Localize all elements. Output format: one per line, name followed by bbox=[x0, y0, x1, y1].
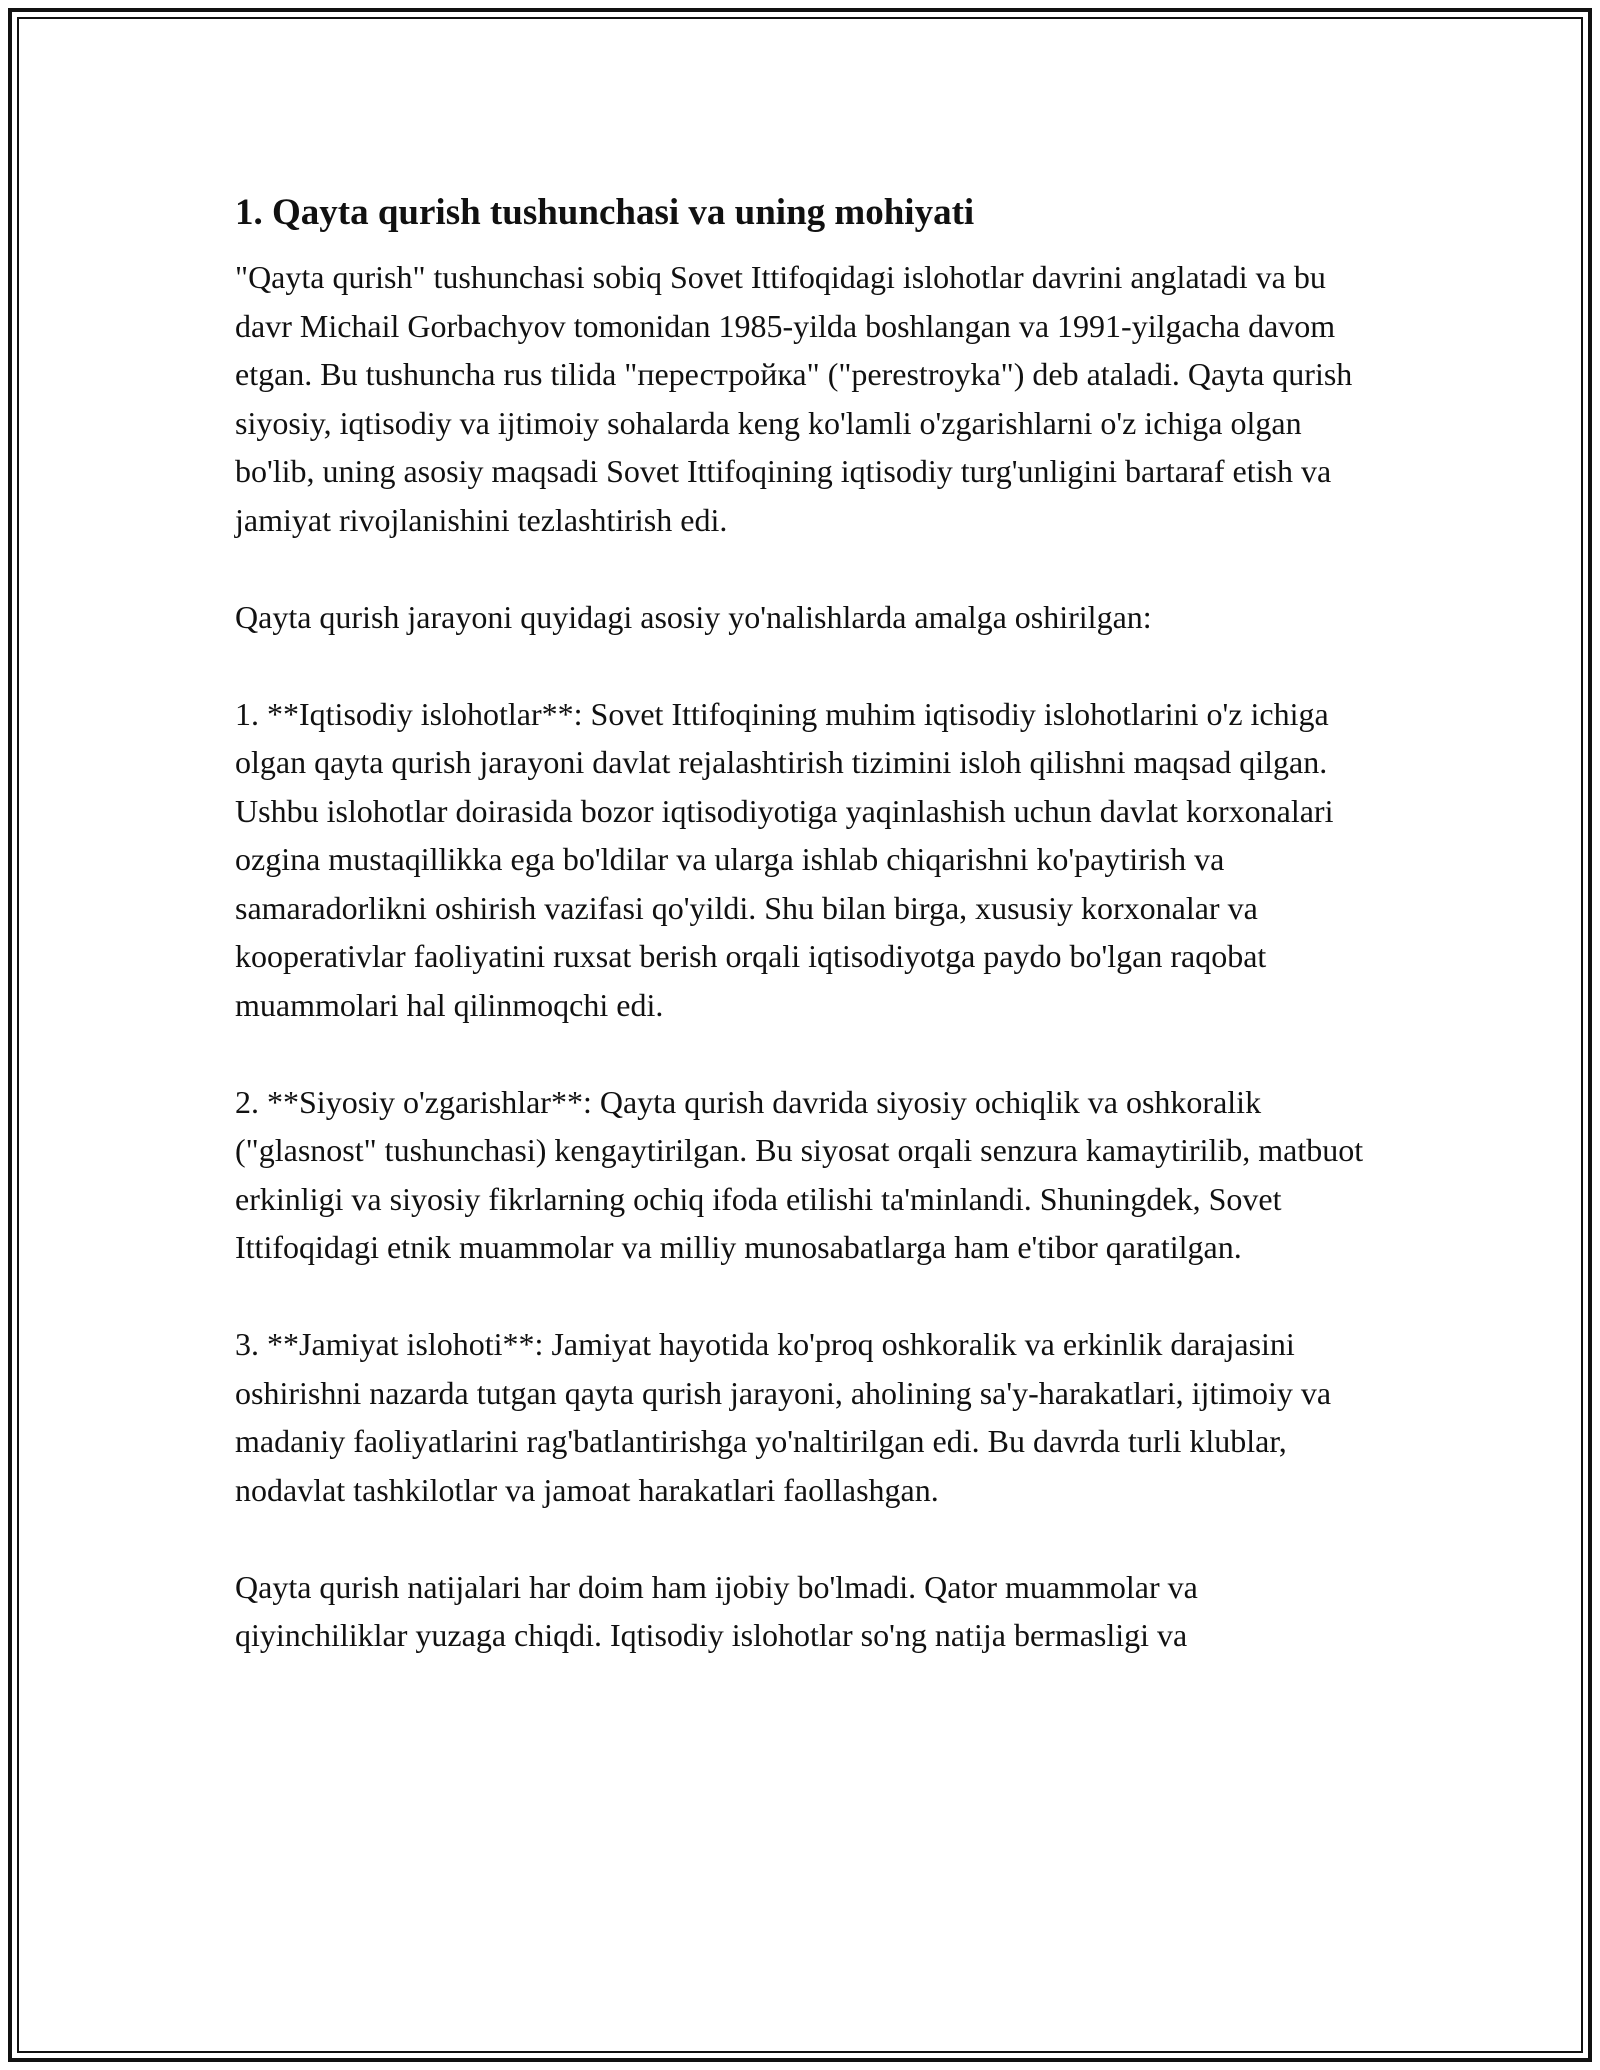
document-heading: 1. Qayta qurish tushunchasi va uning mohiyati bbox=[235, 192, 975, 233]
paragraph-economic-reforms: 1. **Iqtisodiy islohotlar**: Sovet Ittifoqining muhim iqtisodiy islohotlarini o'z ichiga olgan qayta qurish jarayoni davlat rejalashtirish tizimini isloh qilishni maqsad qilgan. Ushbu islohotlar doirasida bozor iqtisodiyotiga yaqinlashish uchun davlat korxonalari ozgina mustaqillikka ega bo'ldilar va ularga ishlab chiqarishni ko'paytirish va samaradorlikni oshirish vazifasi qo'yildi. Shu bilan birga, xususiy korxonalar va kooperativlar faoliyatini ruxsat berish orqali iqtisodiyotga paydo bo'lgan raqobat muammolari hal qilinmoqchi edi. bbox=[235, 695, 1334, 1023]
paragraph-results: Qayta qurish natijalari har doim ham ijobiy bo'lmadi. Qator muammolar va qiyinchiliklar yuzaga chiqdi. Iqtisodiy islohotlar so'ng natija bermasligi va bbox=[235, 1568, 1198, 1653]
paragraph-political-changes: 2. **Siyosiy o'zgarishlar**: Qayta qurish davrida siyosiy ochiqlik va oshkoralik ("glasnost" tushunchasi) kengaytirilgan. Bu siyosat orqali senzura kamaytirilib, matbuot erkinligi va siyosiy fikrlarning ochiq ifoda etilishi ta'minlandi. Shuningdek, Sovet Ittifoqidagi etnik muammolar va milliy munosabatlarga ham e'tibor qaratilgan. bbox=[235, 1083, 1364, 1265]
paragraph-society-reform: 3. **Jamiyat islohoti**: Jamiyat hayotida ko'proq oshkoralik va erkinlik darajasini oshirishni nazarda tutgan qayta qurish jarayoni, aholining sa'y-harakatlari, ijtimoiy va madaniy faoliyatlarini rag'batlantirishga yo'naltirilgan edi. Bu davrda turli klublar, nodavlat tashkilotlar va jamoat harakatlari faollashgan. bbox=[235, 1326, 1332, 1508]
paragraph-directions-lead: Qayta qurish jarayoni quyidagi asosiy yo'nalishlarda amalga oshirilgan: bbox=[235, 598, 1152, 635]
document-body bbox=[235, 185, 1370, 1660]
paragraph-intro: "Qayta qurish" tushunchasi sobiq Sovet Ittifoqidagi islohotlar davrini anglatadi va bu davr Michail Gorbachyov tomonidan 1985-yilda boshlangan va 1991-yilgacha davom etgan. Bu tushuncha rus tilida "перестройка" ("perestroyka") deb ataladi. Qayta qurish siyosiy, iqtisodiy va ijtimoiy sohalarda keng ko'lamli o'zgarishlarni o'z ichiga olgan bo'lib, uning asosiy maqsadi Sovet Ittifoqining iqtisodiy turg'unligini bartaraf etish va jamiyat rivojlanishini tezlashtirish edi. bbox=[235, 259, 1353, 538]
